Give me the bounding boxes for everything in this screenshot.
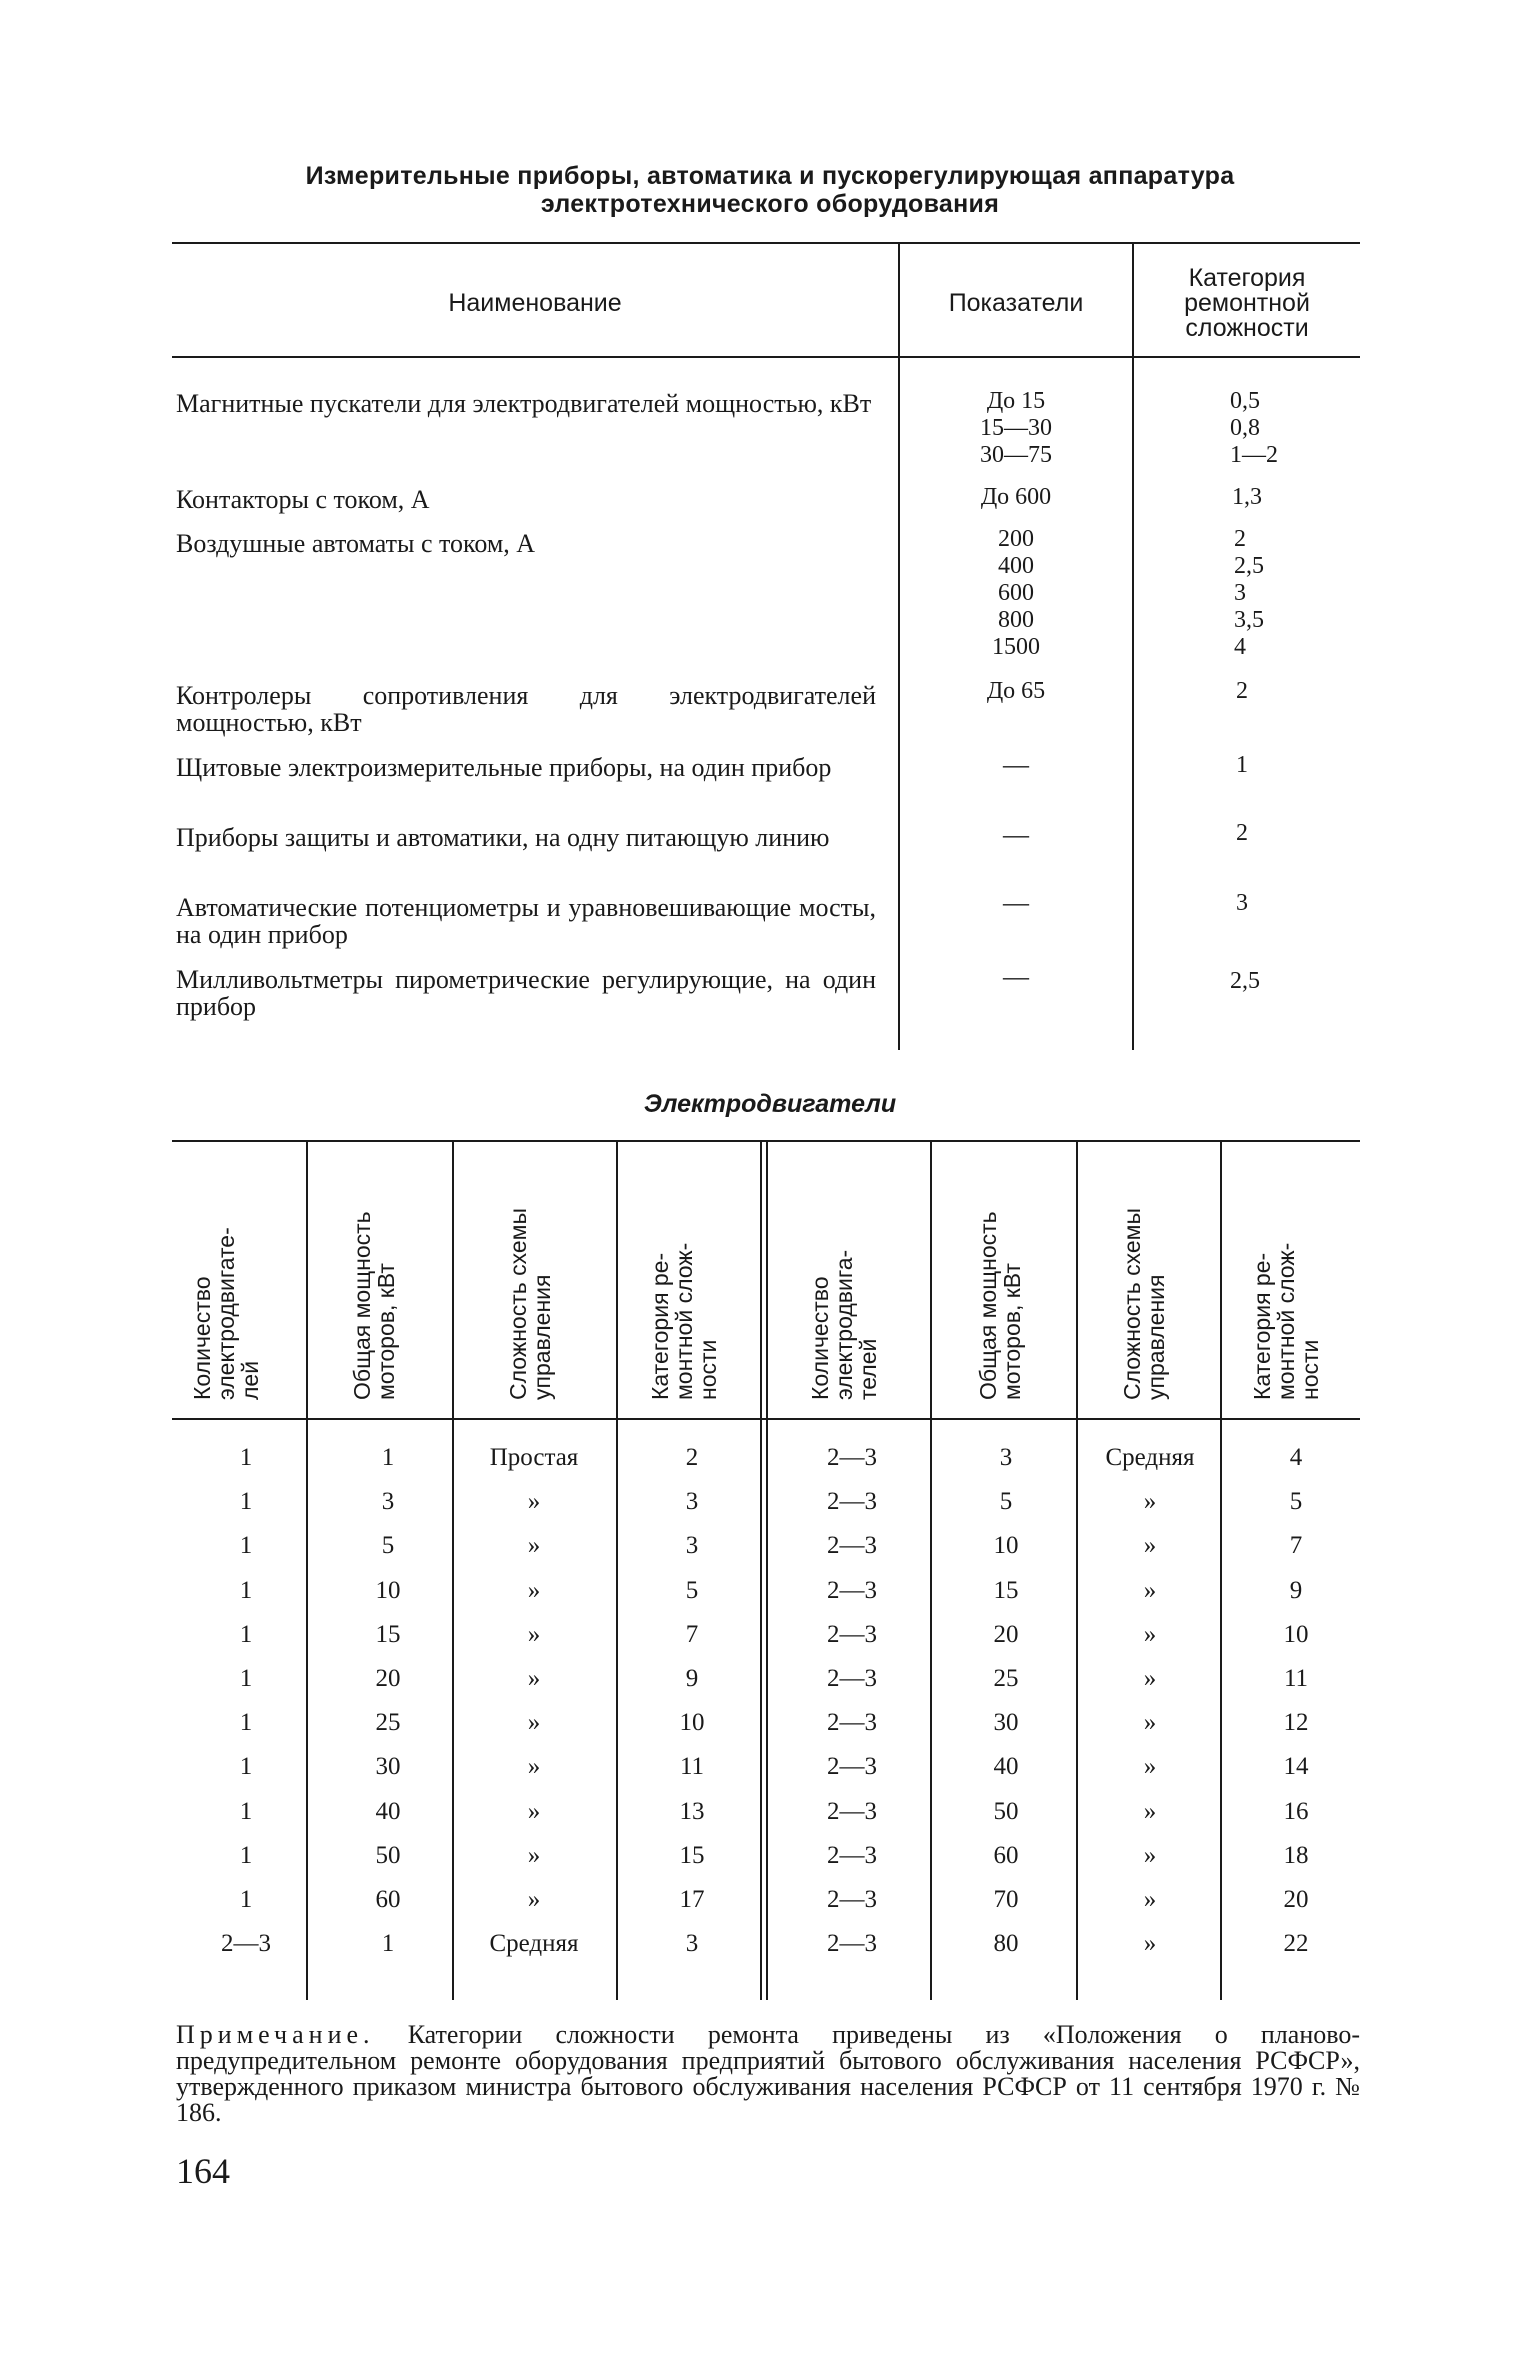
header-line: Количество	[189, 1276, 215, 1400]
category-value: 3	[1234, 580, 1246, 606]
table-row-values	[900, 678, 1132, 705]
header-line: Количество	[807, 1276, 833, 1400]
table-cell: 60	[375, 1886, 401, 1913]
table-cell: 2—3	[827, 1930, 877, 1957]
title-line-1: Измерительные приборы, автоматика и пускорегулирующая аппаратура	[305, 162, 1235, 190]
category-value: 1—2	[1230, 442, 1278, 468]
table-cell: 2—3	[827, 1753, 877, 1780]
table-row-name: Автоматические потенциометры и уравновешивающие мосты, на один прибор	[176, 893, 876, 949]
table-cell: 1	[239, 1532, 253, 1559]
table-cell: 5	[1289, 1488, 1303, 1515]
header-total-power-2	[976, 1211, 1024, 1400]
table-row-values	[900, 388, 1132, 469]
table-cell: 25	[993, 1665, 1019, 1692]
table-cell: 9	[1289, 1577, 1303, 1604]
footnote-text: Категории сложности ремонта приведены из «Положения о планово-предупредительном ремонте оборудования предприятий бытового обслуживания населения РСФСР», утвержденного приказом министра бытового обслуживания населения РСФСР от 11 сентября 1970 г. № 186.	[176, 2020, 1360, 2127]
table-cell: 3	[685, 1532, 699, 1559]
table-cell: »	[527, 1798, 541, 1825]
table-row-values	[900, 526, 1132, 661]
table-row-name: Воздушные автоматы с током, А	[176, 529, 536, 558]
table-cell: 1	[381, 1444, 395, 1471]
table-cell: »	[1143, 1753, 1157, 1780]
table-cell: 10	[993, 1532, 1019, 1559]
header-repair-category	[648, 1243, 720, 1400]
table-cell: 20	[993, 1621, 1019, 1648]
header-category-line-1: Категория	[1188, 264, 1306, 292]
table-cell: 2—3	[827, 1665, 877, 1692]
table-cell: 1	[239, 1709, 253, 1736]
table-cell: 5	[685, 1577, 699, 1604]
footnote	[176, 2022, 1360, 2126]
table-cell: 60	[993, 1842, 1019, 1869]
table-cell: 3	[685, 1930, 699, 1957]
header-line: Сложность схемы	[505, 1208, 531, 1400]
table-cell: 7	[1289, 1532, 1303, 1559]
table-row-categories: 1	[1236, 752, 1248, 778]
table-cell: 9	[685, 1665, 699, 1692]
table-cell: 3	[999, 1444, 1013, 1471]
table-cell: 70	[993, 1886, 1019, 1913]
value: 200	[998, 526, 1034, 552]
table-cell: 40	[993, 1753, 1019, 1780]
table2-double-rule-left	[760, 1140, 762, 2000]
category-value: 0,5	[1230, 388, 1260, 414]
table-cell: »	[527, 1886, 541, 1913]
header-line: Общая мощность	[349, 1211, 375, 1400]
table2-col-divider	[1076, 1140, 1078, 2000]
category-value: 3,5	[1234, 607, 1264, 633]
section-title: Электродвигатели	[643, 1090, 897, 1118]
table-row-name: Магнитные пускатели для электродвигателей мощностью, кВт	[176, 389, 872, 418]
table2-col-divider	[1220, 1140, 1222, 2000]
value: 800	[998, 607, 1034, 633]
table-cell: 14	[1283, 1753, 1309, 1780]
table-cell: 1	[239, 1798, 253, 1825]
table-cell: 10	[1283, 1621, 1309, 1648]
table-cell: 1	[239, 1665, 253, 1692]
table-cell: 20	[375, 1665, 401, 1692]
page-number: 164	[176, 2151, 230, 2191]
table-cell: 15	[993, 1577, 1019, 1604]
table-cell: 22	[1283, 1930, 1309, 1957]
table-cell: 40	[375, 1798, 401, 1825]
table-cell: »	[1143, 1577, 1157, 1604]
table-cell: »	[1143, 1488, 1157, 1515]
table-row-categories: 2	[1236, 820, 1248, 846]
table-cell: »	[527, 1665, 541, 1692]
header-line: моторов, кВт	[373, 1263, 399, 1400]
header-line: лей	[237, 1360, 263, 1400]
table1-header-rule	[172, 356, 1360, 358]
table-cell: Средняя	[489, 1930, 579, 1957]
table-cell: 3	[381, 1488, 395, 1515]
table-cell: 2—3	[827, 1886, 877, 1913]
table-cell: »	[1143, 1886, 1157, 1913]
table-cell: 16	[1283, 1798, 1309, 1825]
value: 30—75	[980, 442, 1052, 468]
table-cell: 1	[239, 1577, 253, 1604]
header-line: Категория ре-	[647, 1252, 673, 1400]
table-cell: 2—3	[827, 1488, 877, 1515]
header-line: управления	[1143, 1274, 1169, 1400]
table1-divider-2	[1132, 242, 1134, 1050]
table-row-values	[900, 484, 1132, 511]
table-cell: 17	[679, 1886, 705, 1913]
category-value: 2	[1234, 526, 1246, 552]
table2-col-divider	[306, 1140, 308, 2000]
table-cell: 2—3	[827, 1532, 877, 1559]
value: 15—30	[980, 415, 1052, 441]
header-motor-count-2	[808, 1250, 880, 1400]
table-row-name: Контролеры сопротивления для электродвигателей мощностью, кВт	[176, 681, 876, 737]
table-cell: 7	[685, 1621, 699, 1648]
table-row-categories	[1230, 388, 1278, 469]
category-value: 0,8	[1230, 415, 1260, 441]
value: До 600	[980, 484, 1052, 510]
header-line: монтной слож-	[1273, 1242, 1299, 1400]
page-title	[170, 162, 1370, 218]
table-cell: 10	[679, 1709, 705, 1736]
table-cell: 2—3	[827, 1709, 877, 1736]
header-indicators: Показатели	[948, 289, 1084, 317]
table2-double-rule-right	[766, 1140, 768, 2000]
table-cell: »	[1143, 1798, 1157, 1825]
table-cell: 1	[239, 1444, 253, 1471]
header-line: телей	[855, 1338, 881, 1400]
table-row-categories: 3	[1236, 890, 1248, 916]
value: 600	[998, 580, 1034, 606]
table-cell: »	[527, 1577, 541, 1604]
table-row-name: Приборы защиты и автоматики, на одну питающую линию	[176, 823, 830, 852]
header-line: ности	[1297, 1339, 1323, 1400]
header-motor-count	[190, 1227, 262, 1400]
header-category-line-3: сложности	[1185, 314, 1309, 342]
table-row-categories: 2,5	[1230, 968, 1260, 994]
table-cell: 18	[1283, 1842, 1309, 1869]
table-cell: 80	[993, 1930, 1019, 1957]
table-row-categories	[1234, 526, 1264, 661]
table2-col-divider	[452, 1140, 454, 2000]
table-cell: 12	[1283, 1709, 1309, 1736]
header-control-complexity-2	[1120, 1208, 1168, 1400]
header-repair-category-2	[1250, 1243, 1322, 1400]
header-line: ности	[695, 1339, 721, 1400]
header-control-complexity	[506, 1208, 554, 1400]
table-cell: 1	[381, 1930, 395, 1957]
table-cell: 13	[679, 1798, 705, 1825]
table-row-values: —	[1003, 888, 1029, 917]
table-cell: 11	[1283, 1665, 1309, 1692]
table-cell: 10	[375, 1577, 401, 1604]
table1-top-rule	[172, 242, 1360, 244]
table-cell: »	[1143, 1709, 1157, 1736]
header-line: Сложность схемы	[1119, 1208, 1145, 1400]
table-cell: »	[1143, 1621, 1157, 1648]
value: 400	[998, 553, 1034, 579]
table-cell: 30	[375, 1753, 401, 1780]
header-line: электродвига-	[831, 1249, 857, 1400]
table-cell: 5	[999, 1488, 1013, 1515]
table-cell: »	[1143, 1532, 1157, 1559]
table-cell: 2—3	[827, 1444, 877, 1471]
table-cell: 1	[239, 1621, 253, 1648]
table-cell: »	[527, 1488, 541, 1515]
category-value: 1,3	[1232, 484, 1262, 510]
table-cell: 1	[239, 1842, 253, 1869]
footnote-lead: Примечание.	[176, 2020, 375, 2049]
table-row-name: Контакторы с током, А	[176, 485, 430, 514]
table-cell: 3	[685, 1488, 699, 1515]
category-value: 2	[1236, 678, 1248, 704]
table-row-name: Щитовые электроизмерительные приборы, на один прибор	[176, 753, 832, 782]
table-cell: Простая	[489, 1444, 579, 1471]
table-cell: 15	[679, 1842, 705, 1869]
header-line: электродвигате-	[213, 1227, 239, 1400]
table-cell: 2—3	[827, 1621, 877, 1648]
table-cell: 2—3	[827, 1577, 877, 1604]
header-category	[1134, 266, 1360, 341]
table-cell: 15	[375, 1621, 401, 1648]
header-line: управления	[529, 1274, 555, 1400]
table-cell: 2	[685, 1444, 699, 1471]
table-cell: 5	[381, 1532, 395, 1559]
table-cell: Средняя	[1105, 1444, 1195, 1471]
table-row-name: Милливольтметры пирометрические регулирующие, на один прибор	[176, 965, 876, 1021]
table-cell: »	[527, 1753, 541, 1780]
table2-col-divider	[930, 1140, 932, 2000]
table-cell: »	[1143, 1665, 1157, 1692]
table-cell: »	[527, 1532, 541, 1559]
table-row-categories	[1236, 678, 1248, 705]
table-cell: 1	[239, 1488, 253, 1515]
table-row-values: —	[1003, 962, 1029, 991]
header-line: Общая мощность	[975, 1211, 1001, 1400]
value: До 15	[986, 388, 1046, 414]
table-cell: 4	[1289, 1444, 1303, 1471]
table-cell: »	[527, 1842, 541, 1869]
table-cell: »	[527, 1621, 541, 1648]
header-line: Категория ре-	[1249, 1252, 1275, 1400]
header-category-line-2: ремонтной	[1184, 289, 1310, 317]
table-cell: »	[1143, 1930, 1157, 1957]
table-cell: 1	[239, 1753, 253, 1780]
table-cell: »	[527, 1709, 541, 1736]
table-row-values: —	[1003, 750, 1029, 779]
table-cell: 2—3	[827, 1798, 877, 1825]
table-cell: 2—3	[827, 1842, 877, 1869]
header-total-power	[350, 1211, 398, 1400]
value: 1500	[992, 634, 1040, 660]
table-cell: 50	[375, 1842, 401, 1869]
table-cell: »	[1143, 1842, 1157, 1869]
header-line: монтной слож-	[671, 1242, 697, 1400]
header-name: Наименование	[448, 289, 622, 317]
table-cell: 25	[375, 1709, 401, 1736]
header-line: моторов, кВт	[999, 1263, 1025, 1400]
value: До 65	[986, 678, 1046, 704]
table-cell: 1	[239, 1886, 253, 1913]
table-cell: 30	[993, 1709, 1019, 1736]
title-line-2: электротехнического оборудования	[540, 190, 1000, 218]
table-row-categories	[1232, 484, 1262, 511]
table-cell: 50	[993, 1798, 1019, 1825]
table2-col-divider	[616, 1140, 618, 2000]
table-row-values: —	[1003, 820, 1029, 849]
category-value: 4	[1234, 634, 1246, 660]
table-cell: 11	[679, 1753, 705, 1780]
category-value: 2,5	[1234, 553, 1264, 579]
table-cell: 2—3	[221, 1930, 271, 1957]
table-cell: 20	[1283, 1886, 1309, 1913]
